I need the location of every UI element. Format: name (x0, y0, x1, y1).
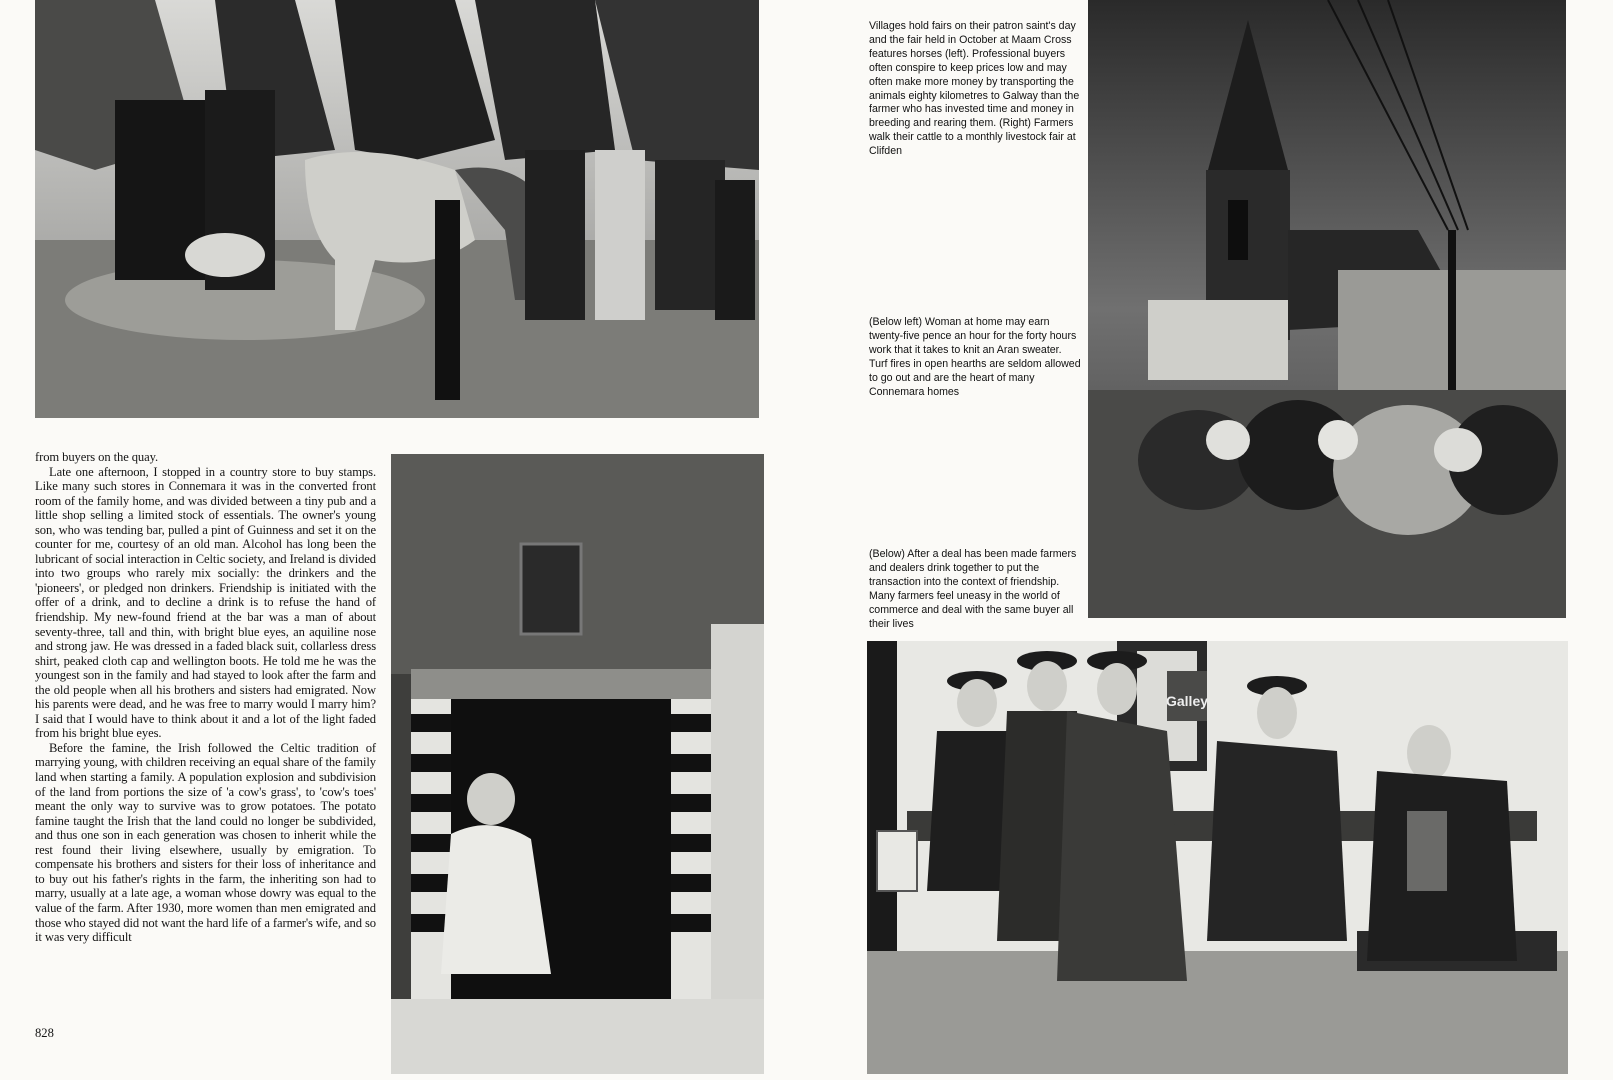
photo-horse-fair (35, 0, 759, 418)
woman-knitting-illustration (391, 454, 764, 1074)
caption-fair: Villages hold fairs on their patron saint's day and the fair held in October at Maam Cross features horses (left). Professional buyers often conspire to keep prices low and may often make more money by transporting the animals eighty kilometres to Galway than the farmer who has invested time and money in breeding and rearing them. (Right) Farmers walk their cattle to a monthly livestock fair at Clifden (869, 20, 1080, 158)
men-drinking-illustration (867, 641, 1568, 1074)
caption-drinkers: (Below) After a deal has been made farmers and dealers drink together to put the transaction into the context of friendship. Many farmers feel uneasy in the world of commerce and deal with the same buyer all their lives (869, 548, 1077, 630)
photo-woman-knitting (391, 454, 764, 1074)
pub-sign-text: Galley (1165, 693, 1209, 709)
body-paragraph: Before the famine, the Irish followed the Celtic tradition of marrying young, with children receiving an equal share of the family land when starting a family. A population explosion and subdivision of the land from portions the size of 'a cow's grass', to 'cow's toes' meant the only way to survive was to grow potatoes. The potato famine taught the Irish that the land could no longer be subdivided, and thus one son in each generation was chosen to inherit while the rest found their living elsewhere, usually by emigration. To compensate his brothers and sisters for their loss of inheritance and to buy out his father's rights in the farm, the inheriting son had to marry, usually at a late age, a woman whose dowry was equal to the value of the farm. After 1930, more women than men emigrated and those who stayed did not want the hard life of a farmer's wife, and so it was very difficult (35, 740, 376, 945)
photo-men-drinking (867, 641, 1568, 1074)
page-number: 828 (35, 1026, 54, 1040)
body-paragraph: from buyers on the quay. (35, 450, 159, 464)
body-paragraph: Late one afternoon, I stopped in a country store to buy stamps. Like many such stores in Connemara it was in the converted front room of the family home, and was divided between a tiny pub and a little shop selling a limited stock of essentials. The owner's young son, who was tending bar, pulled a pint of Guinness and set it on the counter for me, courtesy of an old man. Alcohol has long been the lubricant of social interaction in Celtic society, and Ireland is divided into two groups who rarely mix socially: the drinkers and the 'pioneers', or pledged non drinkers. Friendship is initiated with the offer of a drink, and to decline a drink is to refuse the hand of friendship. My new-found friend at the bar was a man of about seventy-three, tall and thin, with bright blue eyes, an aquiline nose and strong jaw. He was dressed in a faded black suit, collarless dress shirt, peaked cloth cap and wellington boots. He told me he was the youngest son in the family and had stayed to look after the farm and the old people when all his brothers and sisters had emigrated. Now his parents were dead, and he was free to marry would I marry him? I said that I would have to think about it and a lot of the light faded from his bright blue eyes. (35, 464, 376, 741)
body-text-column (35, 450, 376, 945)
horse-fair-illustration (35, 0, 759, 418)
caption-woman: (Below left) Woman at home may earn twenty-five pence an hour for the forty hours work that it takes to knit an Aran sweater. Turf fires in open hearths are seldom allowed to go out and are the heart of many Connemara homes (869, 316, 1081, 398)
photo-church-cattle (1088, 0, 1566, 618)
church-cattle-illustration (1088, 0, 1566, 618)
